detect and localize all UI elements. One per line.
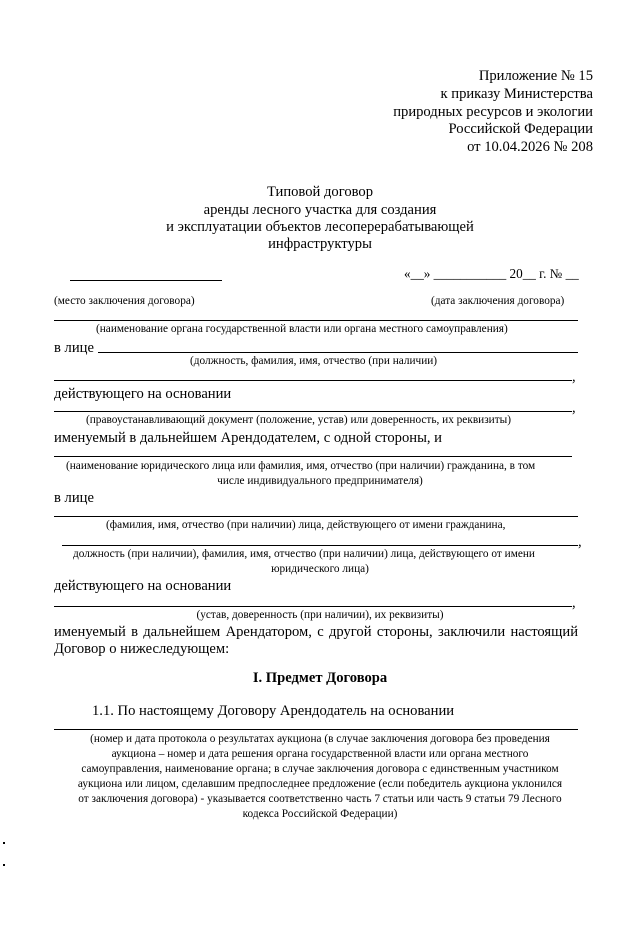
- position-field-line: [98, 352, 578, 353]
- auction-caption-2: аукциона – номер и дата решения органа государственной власти или органа местного: [111, 748, 529, 760]
- comma-1: ,: [572, 369, 576, 385]
- place-caption: (место заключения договора): [54, 295, 195, 307]
- auction-caption-6: кодекса Российской Федерации): [242, 808, 398, 820]
- clause-1-1: 1.1. По настоящему Договору Арендодатель на основании: [92, 703, 455, 719]
- charter-field-line: [54, 606, 572, 607]
- appendix-number: Приложение № 15: [478, 68, 593, 84]
- comma-2: ,: [572, 400, 576, 416]
- charter-caption: (устав, доверенность (при наличии), их реквизиты): [196, 609, 444, 621]
- acting-basis-label-1: действующего на основании: [54, 386, 232, 402]
- position-caption: (должность, фамилия, имя, отчество (при наличии): [190, 355, 438, 367]
- tenant-name-caption-1: (наименование юридического лица или фамилия, имя, отчество (при наличии) гражданина, в том: [66, 460, 536, 472]
- tenant-text-line1: именуемый в дальнейшем Арендатором, с другой стороны, заключили настоящий: [54, 624, 578, 640]
- date-caption: (дата заключения договора): [431, 295, 565, 307]
- auction-caption-4: аукциона или лицом, сделавшим предпоследнее предложение (если победитель аукциона уклонился: [77, 778, 563, 790]
- auction-field-line: [54, 729, 578, 730]
- document-title-line3: и эксплуатации объектов лесоперерабатывающей: [166, 219, 474, 235]
- appendix-date: от 10.04.2026 № 208: [467, 139, 593, 155]
- comma-3: ,: [578, 534, 582, 550]
- tenant-name-caption-2: числе индивидуального предпринимателя): [217, 475, 423, 487]
- scan-speck: [3, 864, 5, 866]
- legal-doc-field-line: [54, 411, 572, 412]
- tenant-name-field-line: [54, 456, 572, 457]
- auction-caption-3: самоуправления, наименование органа; в случае заключения договора с единственным участником: [81, 763, 559, 775]
- auction-caption-1: (номер и дата протокола о результатах аукциона (в случае заключения договора без проведения: [90, 733, 550, 745]
- person-caption-2: должность (при наличии), фамилия, имя, отчество (при наличии) лица, действующего от имени: [73, 548, 535, 560]
- authority-caption: (наименование органа государственной власти или органа местного самоуправления): [96, 323, 508, 335]
- appendix-ministry: природных ресурсов и экологии: [393, 104, 593, 120]
- appendix-country: Российской Федерации: [448, 121, 593, 137]
- auction-caption-5: от заключения договора) - указывается соответственно часть 7 статьи или часть 9 статьи 79 Лесного: [78, 793, 562, 805]
- legal-doc-caption: (правоустанавливающий документ (положение, устав) или доверенность, их реквизиты): [86, 414, 511, 426]
- document-title-line1: Типовой договор: [266, 184, 374, 200]
- document-title-line4: инфраструктуры: [268, 236, 372, 252]
- person-caption-1: (фамилия, имя, отчество (при наличии) лица, действующего от имени гражданина,: [106, 519, 506, 531]
- tenant-person-field-line: [54, 516, 578, 517]
- acting-basis-label-2: действующего на основании: [54, 578, 232, 594]
- in-person-label-1: в лице: [54, 340, 94, 356]
- section-heading: I. Предмет Договора: [252, 670, 388, 686]
- tenant-position-field-line: [62, 545, 578, 546]
- person-caption-3: юридического лица): [271, 563, 369, 575]
- comma-4: ,: [572, 595, 576, 611]
- document-title-line2: аренды лесного участка для создания: [203, 202, 437, 218]
- appendix-order: к приказу Министерства: [440, 86, 593, 102]
- place-field-line: [70, 280, 222, 281]
- date-number-field: «__» ___________ 20__ г. № __: [404, 266, 579, 281]
- tenant-text-line2: Договор о нижеследующем:: [54, 641, 230, 657]
- scan-speck: [3, 842, 5, 844]
- in-person-label-2: в лице: [54, 490, 94, 506]
- authority-field-line: [54, 320, 578, 321]
- landlord-text: именуемый в дальнейшем Арендодателем, с одной стороны, и: [54, 430, 442, 446]
- representative-field-line: [54, 380, 572, 381]
